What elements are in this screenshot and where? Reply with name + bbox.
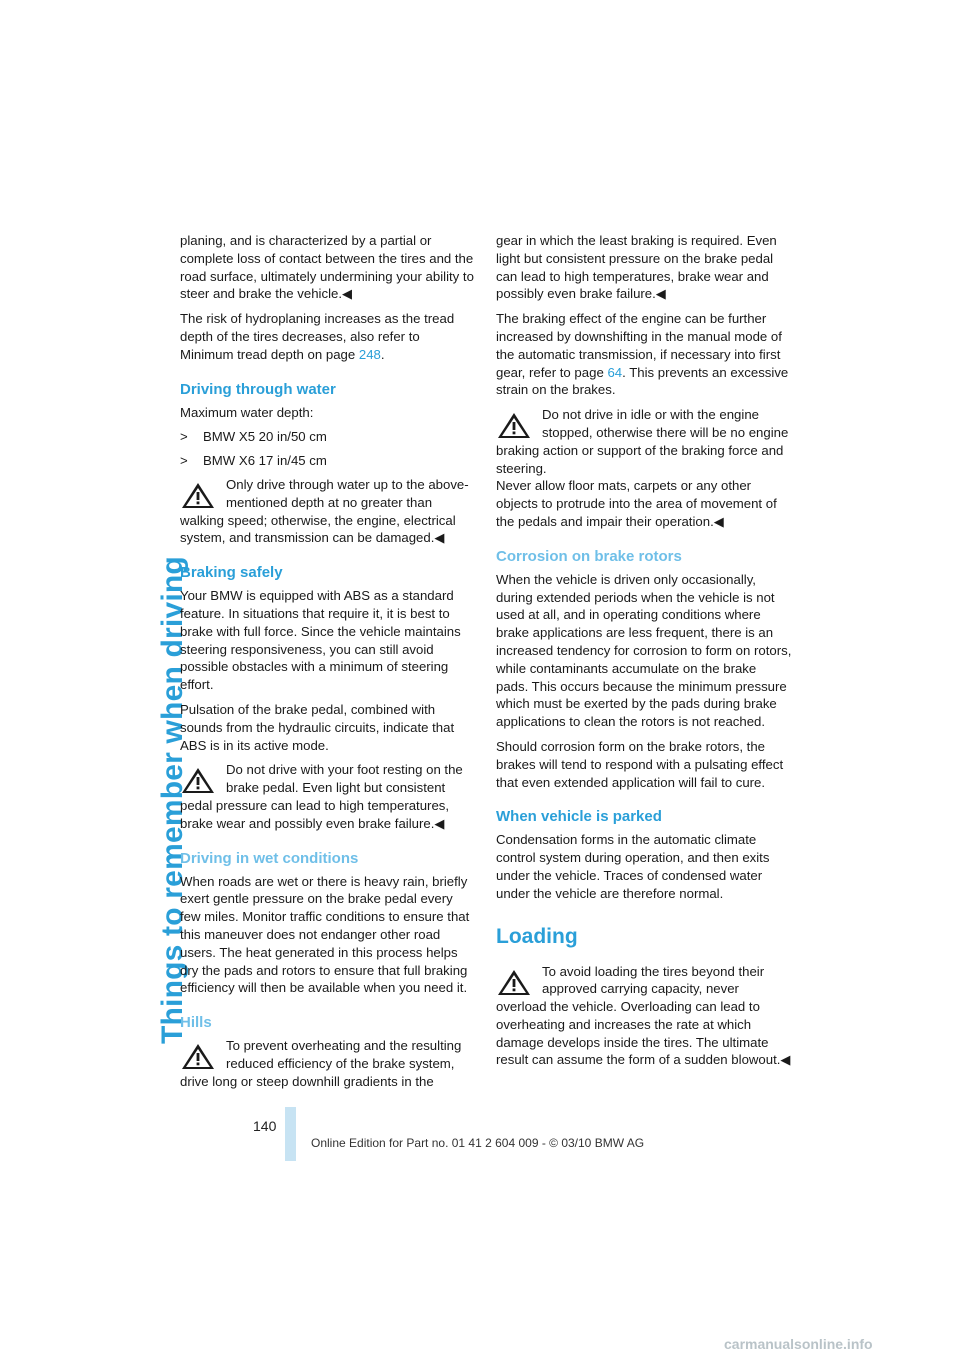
right-column xyxy=(496,232,792,1076)
warning-triangle-icon xyxy=(180,765,216,795)
paragraph: When roads are wet or there is heavy rain, briefly exert gentle pressure on the brake pedal every few miles. Monitor traffic conditions to ensure that this maneuver does not endanger other road users. The heat generated in this process helps dry the pads and rotors to ensure that full braking efficiency will then be available when you need it. xyxy=(180,873,470,996)
paragraph-engine-braking: The braking effect of the engine can be further increased by downshifting in the manual mode of the automatic transmission, if necessary into first gear, refer to page 64. This prevents an excessive strain on the brakes. xyxy=(496,311,789,398)
heading-braking-safely: Braking safely xyxy=(180,564,283,582)
paragraph: Condensation forms in the automatic climate control system during operation, and then exits under the vehicle. Traces of condensed water under the vehicle are therefore normal. xyxy=(496,832,770,901)
list-item: > BMW X6 17 in/45 cm xyxy=(180,453,327,469)
warning-note: Do not drive with your foot resting on the brake pedal. Even light but consistent pedal pressure can lead to high temperatures, brake wear and possibly even brake failure.◀ xyxy=(180,762,463,831)
heading-driving-wet-conditions: Driving in wet conditions xyxy=(180,849,359,867)
warning-triangle-icon xyxy=(180,1041,216,1071)
chapter-side-title xyxy=(118,228,189,1048)
page-link-64[interactable]: 64 xyxy=(607,364,623,380)
warning-note: Do not drive in idle or with the engine stopped, otherwise there will be no engine braking action or support of the braking force and steering. Never allow floor mats, carpets or any other objects to protrude into the area of movement of the pedals and impair their operation.◀ xyxy=(496,407,789,529)
page-link-248[interactable]: 248 xyxy=(358,346,381,362)
chapter-title-text: Things to remember when driving xyxy=(156,556,189,1044)
heading-when-vehicle-parked: When vehicle is parked xyxy=(496,808,662,826)
warning-note: To prevent overheating and the resulting reduced efficiency of the brake system, drive long or steep downhill gradients in the xyxy=(180,1038,462,1089)
paragraph: gear in which the least braking is required. Even light but consistent pressure on the brake pedal can lead to high temperatures, brake wear and possibly even brake failure.◀ xyxy=(496,233,777,302)
footer-edition-text: Online Edition for Part no. 01 41 2 604 009 - © 03/10 BMW AG xyxy=(311,1136,645,1150)
warning-triangle-icon xyxy=(496,967,532,997)
left-column xyxy=(180,232,476,1097)
heading-corrosion-brake-rotors: Corrosion on brake rotors xyxy=(496,547,682,565)
heading-loading: Loading xyxy=(496,924,578,948)
footer-bar xyxy=(285,1107,296,1161)
page-number: 140 xyxy=(253,1118,277,1134)
paragraph-tread-depth: The risk of hydroplaning increases as the tread depth of the tires decreases, also refer to Minimum tread depth on page 248. xyxy=(180,311,455,362)
list-item: > BMW X5 20 in/50 cm xyxy=(180,429,327,445)
watermark: carmanualsonline.info xyxy=(724,1336,873,1352)
paragraph: Maximum water depth: xyxy=(180,404,314,420)
paragraph: Should corrosion form on the brake rotors, the brakes will tend to respond with a pulsating effect that even extended application will fail to cure. xyxy=(496,738,784,790)
paragraph: Pulsation of the brake pedal, combined with sounds from the hydraulic circuits, indicate that ABS is in its active mode. xyxy=(180,701,455,753)
warning-triangle-icon xyxy=(496,410,532,440)
paragraph: planing, and is characterized by a partial or complete loss of contact between the tires and the road surface, ultimately undermining your ability to steer and brake the vehicle.◀ xyxy=(180,233,474,302)
warning-note: Only drive through water up to the above-mentioned depth at no greater than walking speed; otherwise, the engine, electrical system, and transmission can be damaged.◀ xyxy=(180,476,469,546)
heading-hills: Hills xyxy=(180,1014,212,1032)
warning-note: To avoid loading the tires beyond their approved carrying capacity, never overload the vehicle. Overloading can lead to overheating and increases the rate at which damage develops inside the tires. The ultimate result can assume the form of a sudden blowout.◀ xyxy=(496,963,791,1068)
heading-driving-through-water: Driving through water xyxy=(180,380,336,398)
warning-triangle-icon xyxy=(180,480,216,510)
paragraph: When the vehicle is driven only occasionally, during extended periods when the vehicle is not used at all, and in operating conditions where brake applications are less frequent, there is an increased tendency for corrosion to form on rotors, while contaminants accumulate on the brake pads. This occurs because the minimum pressure which must be exerted by the pads during brake applications to clean the rotors is not reached. xyxy=(496,571,792,730)
paragraph: Your BMW is equipped with ABS as a standard feature. In situations that require it, it is best to brake with full force. Since the vehicle maintains steering responsiveness, you can still avoid possible obstacles with a minimum of steering effort. xyxy=(180,588,461,693)
